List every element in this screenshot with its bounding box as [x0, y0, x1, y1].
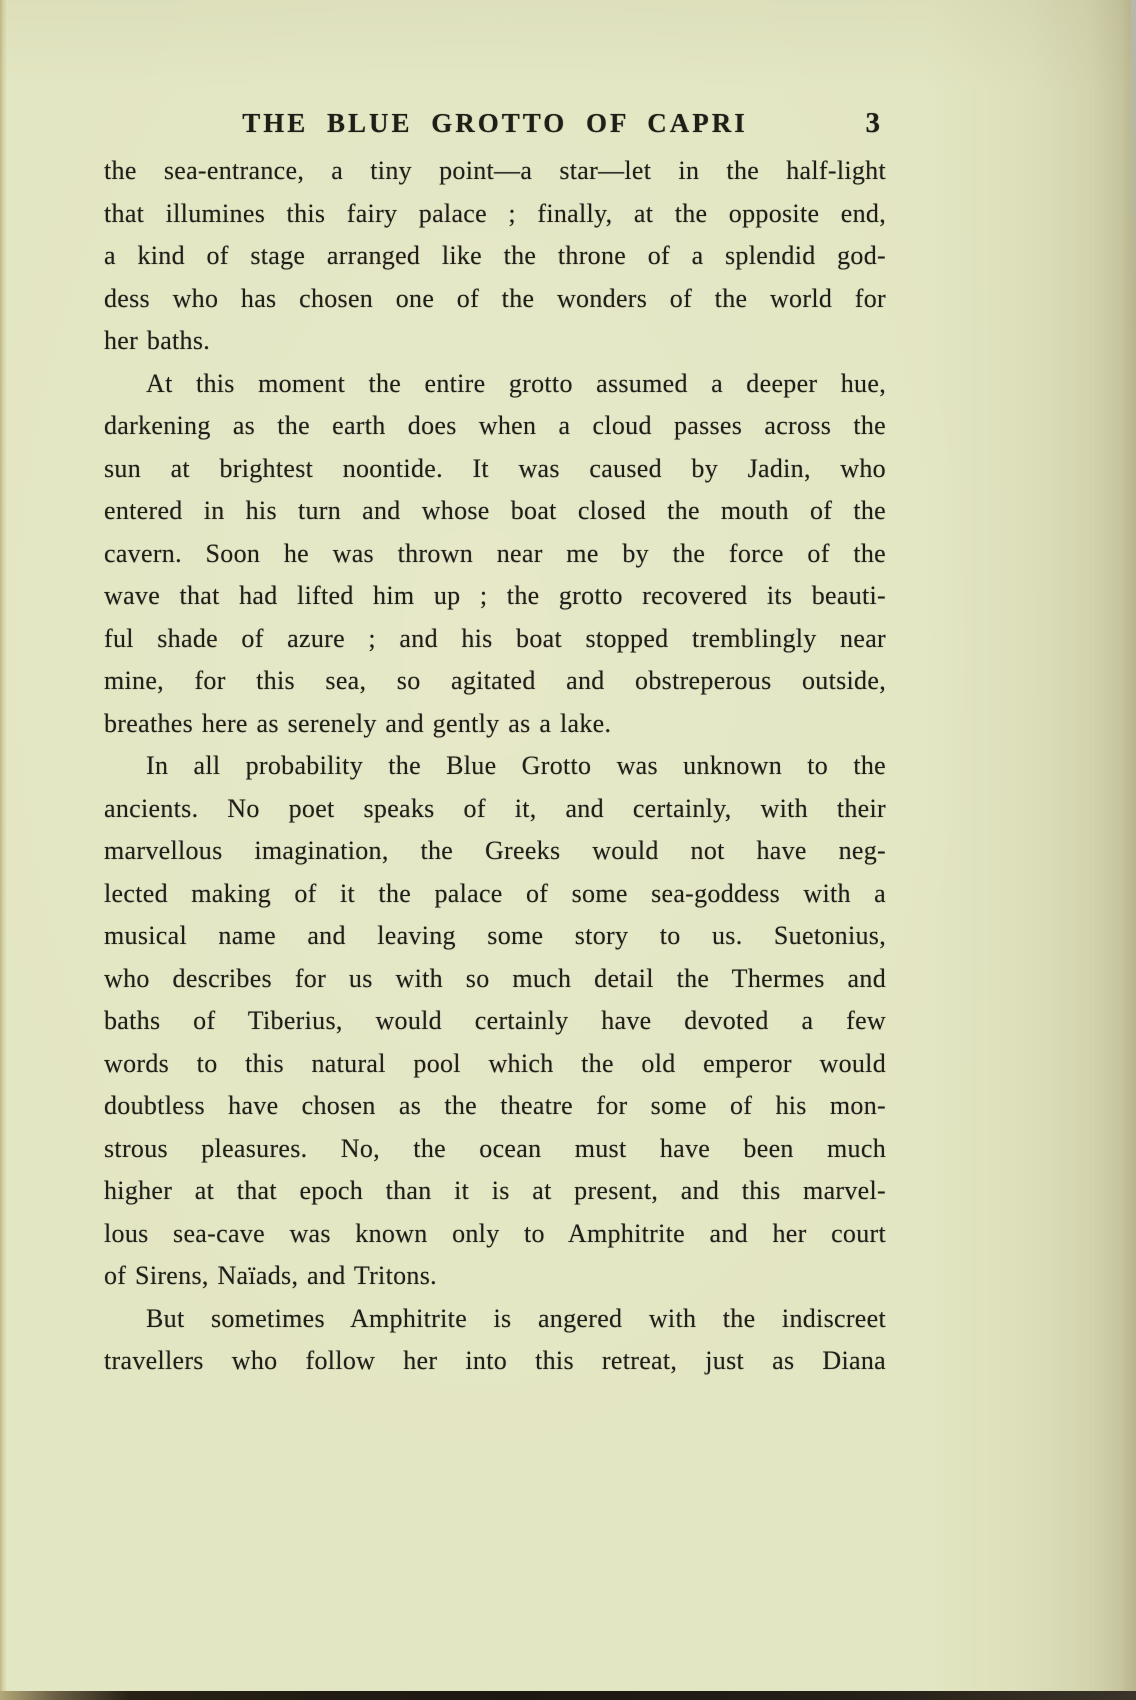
text-line: ancients. No poet speaks of it, and certainly, with their: [104, 793, 886, 823]
text-line: lous sea-cave was known only to Amphitrite and her court: [104, 1218, 886, 1248]
text-line: entered in his turn and whose boat closed the mouth of the: [104, 496, 886, 525]
text-line: cavern. Soon he was thrown near me by the force of the: [104, 538, 886, 568]
text-line: a kind of stage arranged like the throne of a splendid god-: [104, 241, 886, 270]
text-line: breathes here as serenely and gently as a lake.: [104, 708, 612, 738]
text-line: mine, for this sea, so agitated and obstreperous outside,: [104, 666, 886, 695]
running-title: THE BLUE GROTTO OF CAPRI: [242, 108, 748, 138]
text-line: sun at brightest noontide. It was caused by Jadin, who: [104, 453, 886, 483]
text-line: doubtless have chosen as the theatre for some of his mon-: [104, 1091, 886, 1120]
text-line: dess who has chosen one of the wonders of the world for: [104, 283, 886, 313]
text-line: the sea-entrance, a tiny point—a star—let in the half-light: [104, 156, 886, 185]
page-body: [104, 150, 886, 1383]
text-line: At this moment the entire grotto assumed a deeper hue,: [146, 368, 886, 398]
text-line: marvellous imagination, the Greeks would not have neg-: [104, 836, 886, 865]
text-line: higher at that epoch than it is at present, and this marvel-: [104, 1176, 886, 1205]
text-line: lected making of it the palace of some sea-goddess with a: [104, 878, 886, 908]
text-line: of Sirens, Naïads, and Tritons.: [104, 1261, 437, 1290]
text-line: words to this natural pool which the old emperor would: [104, 1048, 886, 1078]
text-line: her baths.: [104, 326, 211, 355]
text-line: who describes for us with so much detail the Thermes and: [104, 963, 886, 993]
text-line: travellers who follow her into this retreat, just as Diana: [104, 1346, 886, 1375]
text-line: baths of Tiberius, would certainly have devoted a few: [104, 1006, 886, 1035]
text-line: strous pleasures. No, the ocean must have been much: [104, 1133, 886, 1163]
scan-bottom-edge: [0, 1691, 1136, 1700]
text-line: In all probability the Blue Grotto was unknown to the: [146, 751, 886, 780]
text-line: ful shade of azure ; and his boat stopped tremblingly near: [104, 623, 886, 653]
text-line: wave that had lifted him up ; the grotto recovered its beauti-: [104, 581, 886, 610]
text-line: darkening as the earth does when a cloud passes across the: [104, 411, 886, 440]
scan-right-edge: [1131, 0, 1136, 330]
page-number: 3: [865, 107, 880, 139]
text-line: musical name and leaving some story to us. Suetonius,: [104, 921, 886, 950]
text-line: that illumines this fairy palace ; finally, at the opposite end,: [104, 198, 886, 228]
page-header: [104, 108, 886, 144]
text-line: But sometimes Amphitrite is angered with the indiscreet: [146, 1303, 886, 1333]
